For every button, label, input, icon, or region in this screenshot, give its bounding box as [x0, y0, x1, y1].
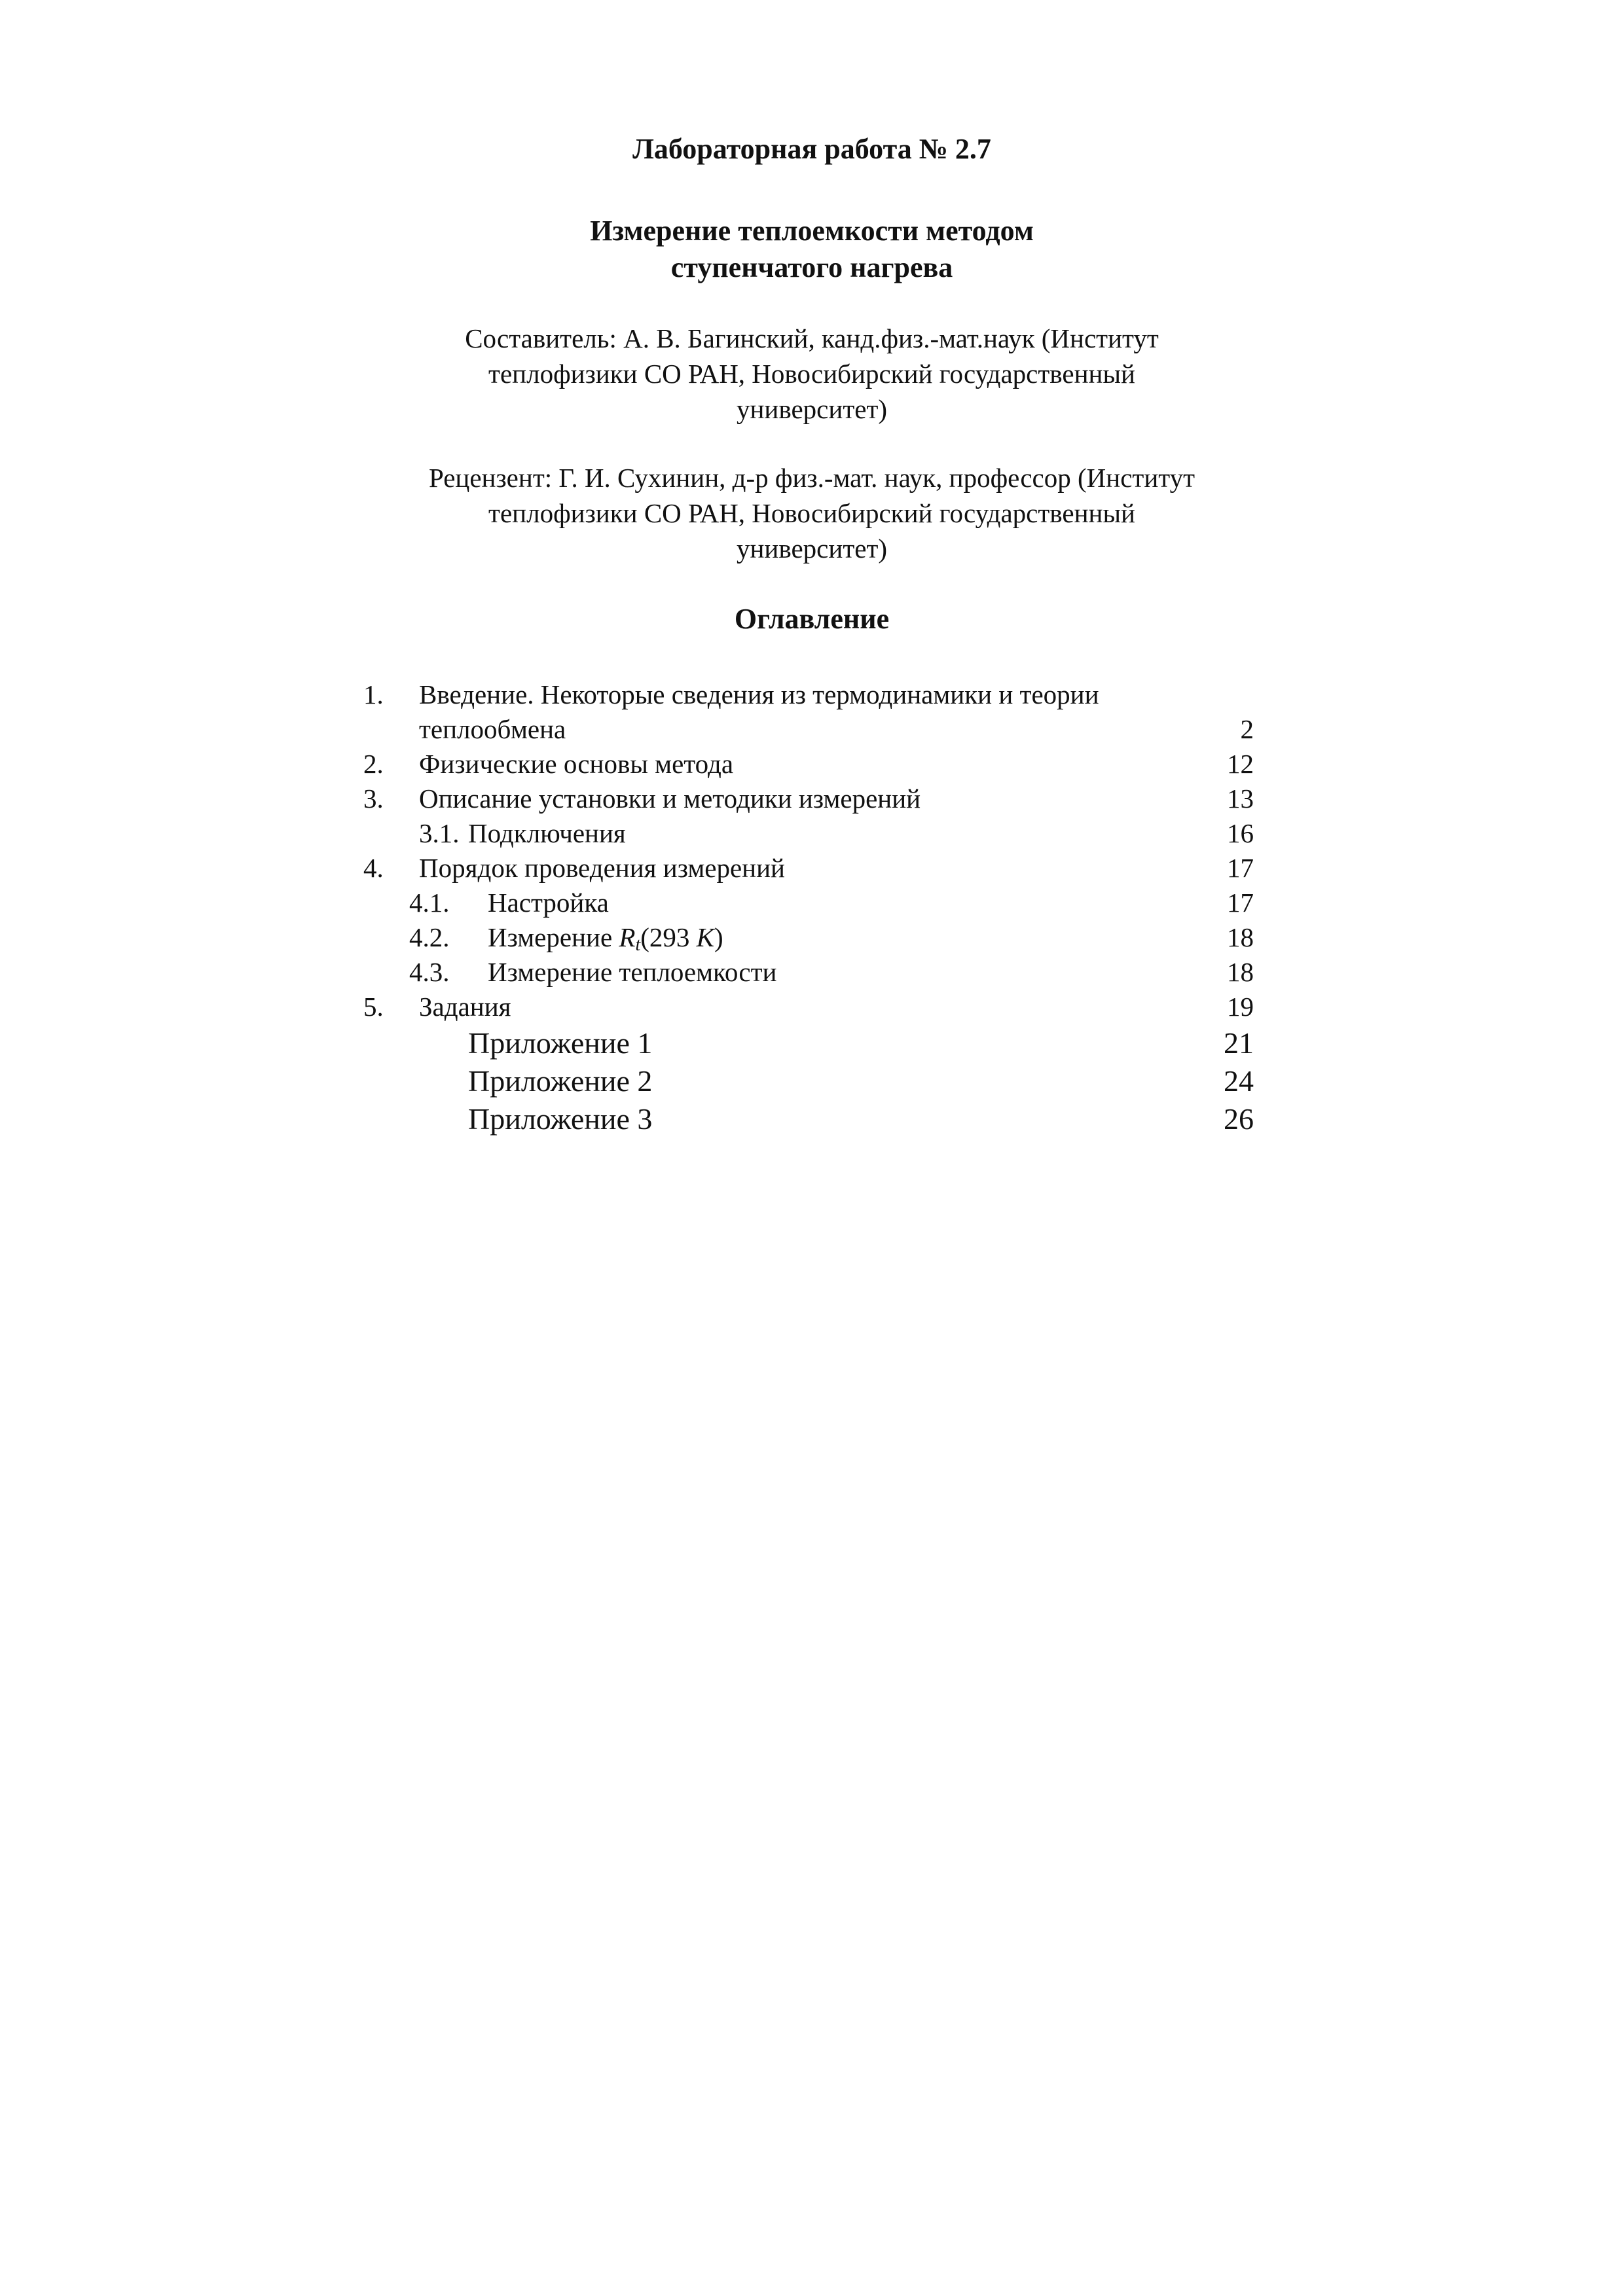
toc-heading-text: Оглавление — [734, 603, 890, 635]
toc-entry-1-continued[interactable] — [363, 712, 1254, 747]
toc-entry-label: Введение. Некоторые сведения из термодинамики и теории — [419, 679, 1099, 709]
toc-entry-label: Приложение 3 — [468, 1102, 653, 1136]
compiler-line3: университет) — [736, 394, 888, 424]
toc-entry-page: 17 — [1227, 888, 1254, 918]
toc-entry-label: Порядок проведения измерений — [419, 853, 785, 883]
lab-title-text: Лабораторная работа № 2.7 — [632, 133, 991, 165]
toc-entry-page: 19 — [1227, 992, 1254, 1022]
compiler-line2: теплофизики СО РАН, Новосибирский государственный — [488, 359, 1135, 389]
lab-subtitle-line2: ступенчатого нагрева — [670, 251, 953, 283]
toc-entry-label-continued: теплообмена — [419, 714, 566, 744]
compiler-line1: Составитель: А. В. Багинский, канд.физ.-мат.наук (Институт — [465, 323, 1159, 353]
toc-entry-label: Приложение 1 — [468, 1026, 653, 1060]
toc-entry-label: Приложение 2 — [468, 1064, 653, 1098]
toc-entry-number: 4.3. — [409, 957, 450, 987]
toc-entry-page: 24 — [1224, 1064, 1254, 1098]
toc-entry-number: 5. — [363, 992, 384, 1022]
lab-subtitle — [354, 213, 1270, 286]
toc-heading — [354, 601, 1270, 637]
toc-entry-4-2[interactable] — [363, 920, 1254, 955]
toc-entry-appendix-2[interactable] — [363, 1062, 1254, 1100]
reviewer-line1: Рецензент: Г. И. Сухинин, д-р физ.-мат. наук, профессор (Институт — [428, 463, 1195, 493]
toc-entry-label: Физические основы метода — [419, 749, 734, 779]
compiler-credit — [354, 321, 1270, 427]
toc-entry-number: 1. — [363, 679, 384, 709]
toc-entry-number: 3.1. — [419, 818, 460, 848]
toc-entry-number: 4. — [363, 853, 384, 883]
table-of-contents — [363, 677, 1254, 1138]
toc-entry-3-1[interactable] — [363, 816, 1254, 851]
toc-entry-label-prefix: Измерение — [488, 922, 619, 952]
resistance-symbol: R — [619, 922, 636, 952]
toc-entry-page: 21 — [1224, 1026, 1254, 1060]
lab-title — [354, 131, 1270, 168]
toc-entry-2[interactable] — [363, 747, 1254, 781]
toc-entry-4-1[interactable] — [363, 886, 1254, 920]
toc-entry-appendix-1[interactable] — [363, 1024, 1254, 1062]
resistance-subscript: t — [635, 935, 641, 955]
toc-entry-number: 4.1. — [409, 888, 450, 918]
toc-entry-page: 16 — [1227, 818, 1254, 848]
toc-entry-number: 4.2. — [409, 922, 450, 952]
toc-entry-label: Измерение теплоемкости — [488, 957, 777, 987]
reviewer-line3: университет) — [736, 533, 888, 564]
reviewer-credit — [354, 460, 1270, 566]
toc-entry-4-3[interactable] — [363, 955, 1254, 990]
temperature-open: (293 — [640, 922, 697, 952]
toc-entry-appendix-3[interactable] — [363, 1100, 1254, 1138]
toc-entry-number: 2. — [363, 749, 384, 779]
toc-entry-label: Подключения — [468, 818, 626, 848]
toc-entry-page: 18 — [1227, 957, 1254, 987]
lab-subtitle-line1: Измерение теплоемкости методом — [590, 215, 1034, 247]
toc-entry-page: 17 — [1227, 853, 1254, 883]
toc-entry-5[interactable] — [363, 990, 1254, 1024]
toc-entry-3[interactable] — [363, 781, 1254, 816]
toc-entry-label: Описание установки и методики измерений — [419, 783, 921, 814]
toc-entry-page: 18 — [1227, 922, 1254, 952]
reviewer-line2: теплофизики СО РАН, Новосибирский государственный — [488, 498, 1135, 528]
temperature-close: ) — [714, 922, 723, 952]
toc-entry-1[interactable] — [363, 677, 1254, 712]
toc-entry-4[interactable] — [363, 851, 1254, 886]
toc-entry-label: Настройка — [488, 888, 609, 918]
toc-entry-page: 26 — [1224, 1102, 1254, 1136]
toc-entry-page: 12 — [1227, 749, 1254, 779]
kelvin-unit: K — [696, 922, 714, 952]
toc-entry-label: Задания — [419, 992, 511, 1022]
toc-entry-page: 2 — [1240, 714, 1254, 744]
toc-entry-page: 13 — [1227, 783, 1254, 814]
toc-entry-number: 3. — [363, 783, 384, 814]
